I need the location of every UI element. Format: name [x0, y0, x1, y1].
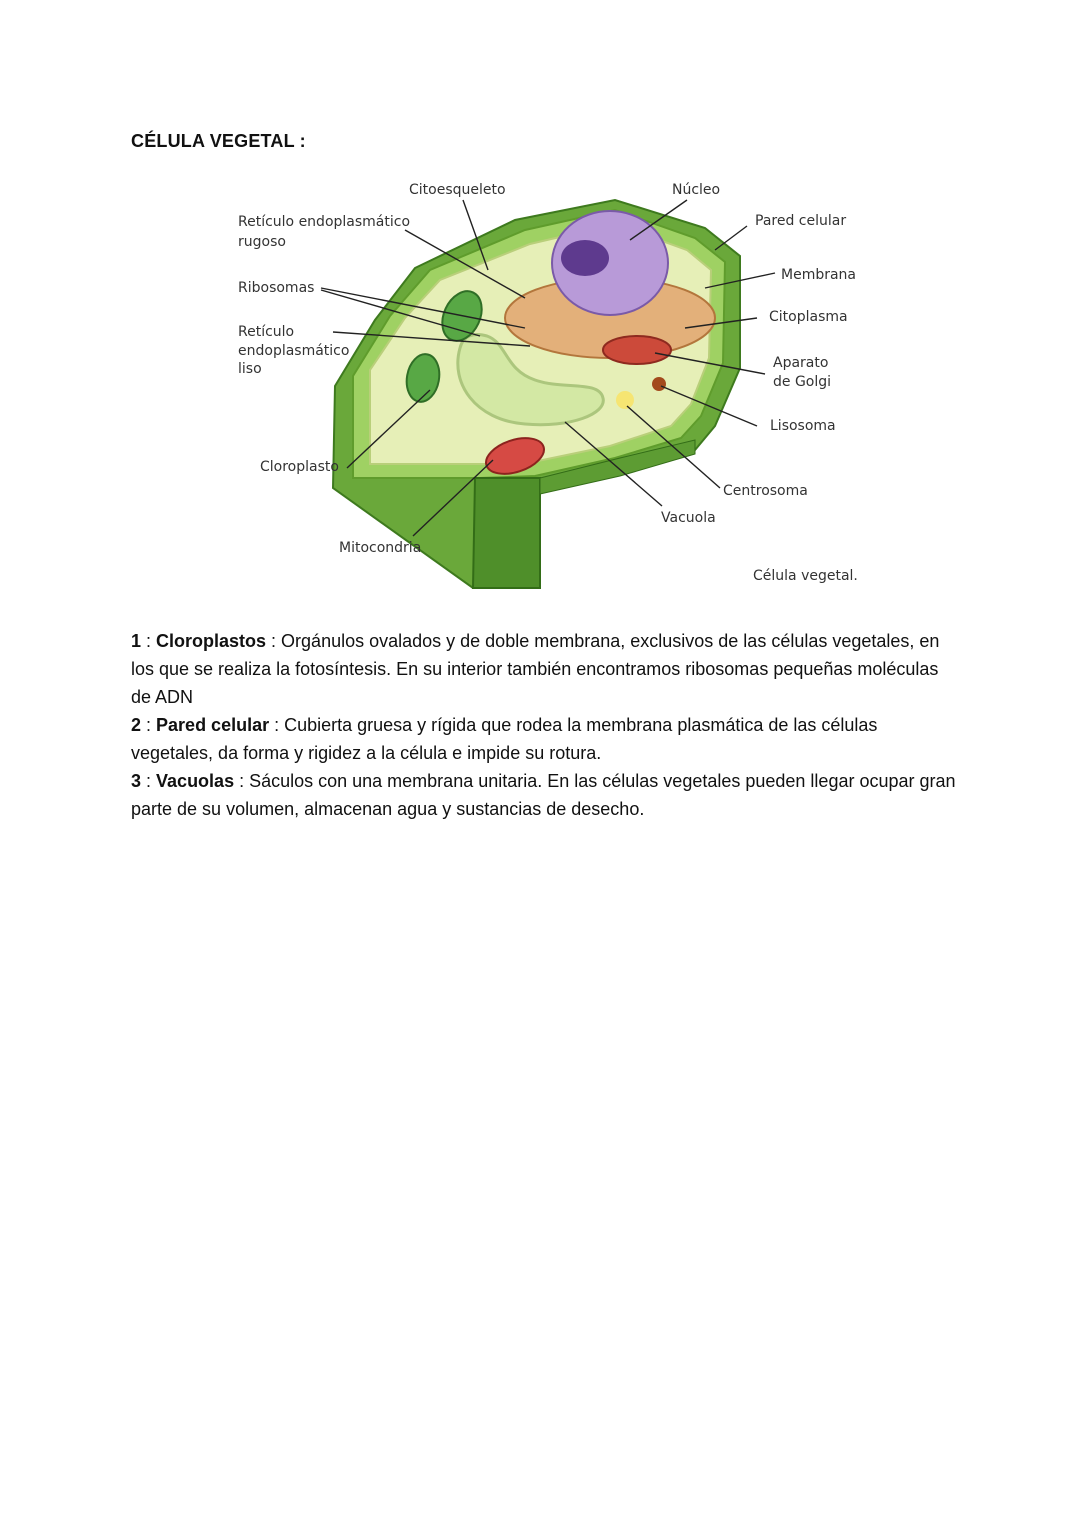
item-separator: : [141, 631, 157, 651]
item-description: : Cubierta gruesa y rígida que rodea la membrana plasmática de las células vegetales, da forma y rigidez a la célula e impide su rotura. [131, 715, 878, 763]
item-term: Cloroplastos [156, 631, 267, 651]
item-number: 3 [131, 771, 142, 791]
label-mitocondria: Mitocondria [339, 540, 422, 556]
nucleolus-shape [561, 240, 609, 276]
cell-wall-front [473, 478, 540, 588]
label-nucleo: Núcleo [672, 182, 721, 198]
item-number: 1 [131, 631, 142, 651]
definitions-text [131, 627, 961, 823]
definition-item-1 [131, 627, 961, 711]
label-ribosomas: Ribosomas [238, 280, 315, 296]
label-pared: Pared celular [755, 213, 847, 229]
plant-cell-diagram [225, 158, 875, 598]
lysosome-shape [652, 377, 666, 391]
golgi-shape [603, 336, 671, 364]
label-re-rugoso-2: rugoso [238, 234, 286, 250]
plant-cell-illustration [225, 158, 875, 598]
label-re-liso-2: endoplasmático [238, 343, 350, 359]
item-separator: : [141, 771, 157, 791]
label-golgi-2: de Golgi [773, 374, 832, 390]
item-term: Pared celular [156, 715, 270, 735]
item-number: 2 [131, 715, 142, 735]
centrosome-shape [616, 391, 634, 409]
label-vacuola: Vacuola [661, 510, 716, 526]
label-membrana: Membrana [781, 267, 857, 283]
item-description: : Sáculos con una membrana unitaria. En las células vegetales pueden llegar ocupar gran parte de su volumen, almacenan agua y sustancias de desecho. [131, 771, 956, 819]
item-description: : Orgánulos ovalados y de doble membrana, exclusivos de las células vegetales, en los que se realiza la fotosíntesis. En su interior también encontramos ribosomas pequeñas moléculas de ADN [131, 631, 940, 707]
label-re-liso-3: liso [238, 361, 262, 377]
label-re-liso-1: Retículo [238, 324, 295, 340]
definition-item-2 [131, 711, 961, 767]
label-cloroplasto: Cloroplasto [260, 459, 339, 475]
item-term: Vacuolas [156, 771, 235, 791]
label-re-rugoso-1: Retículo endoplasmático [238, 214, 411, 230]
label-citoplasma: Citoplasma [769, 309, 848, 325]
label-lisosoma: Lisosoma [770, 418, 836, 434]
item-separator: : [141, 715, 157, 735]
figure-caption: Célula vegetal. [753, 568, 858, 584]
label-golgi-1: Aparato [773, 355, 829, 371]
label-centrosoma: Centrosoma [723, 483, 808, 499]
label-citoesqueleto: Citoesqueleto [409, 182, 506, 198]
page-heading: CÉLULA VEGETAL : [131, 131, 306, 151]
definition-item-3 [131, 767, 961, 823]
